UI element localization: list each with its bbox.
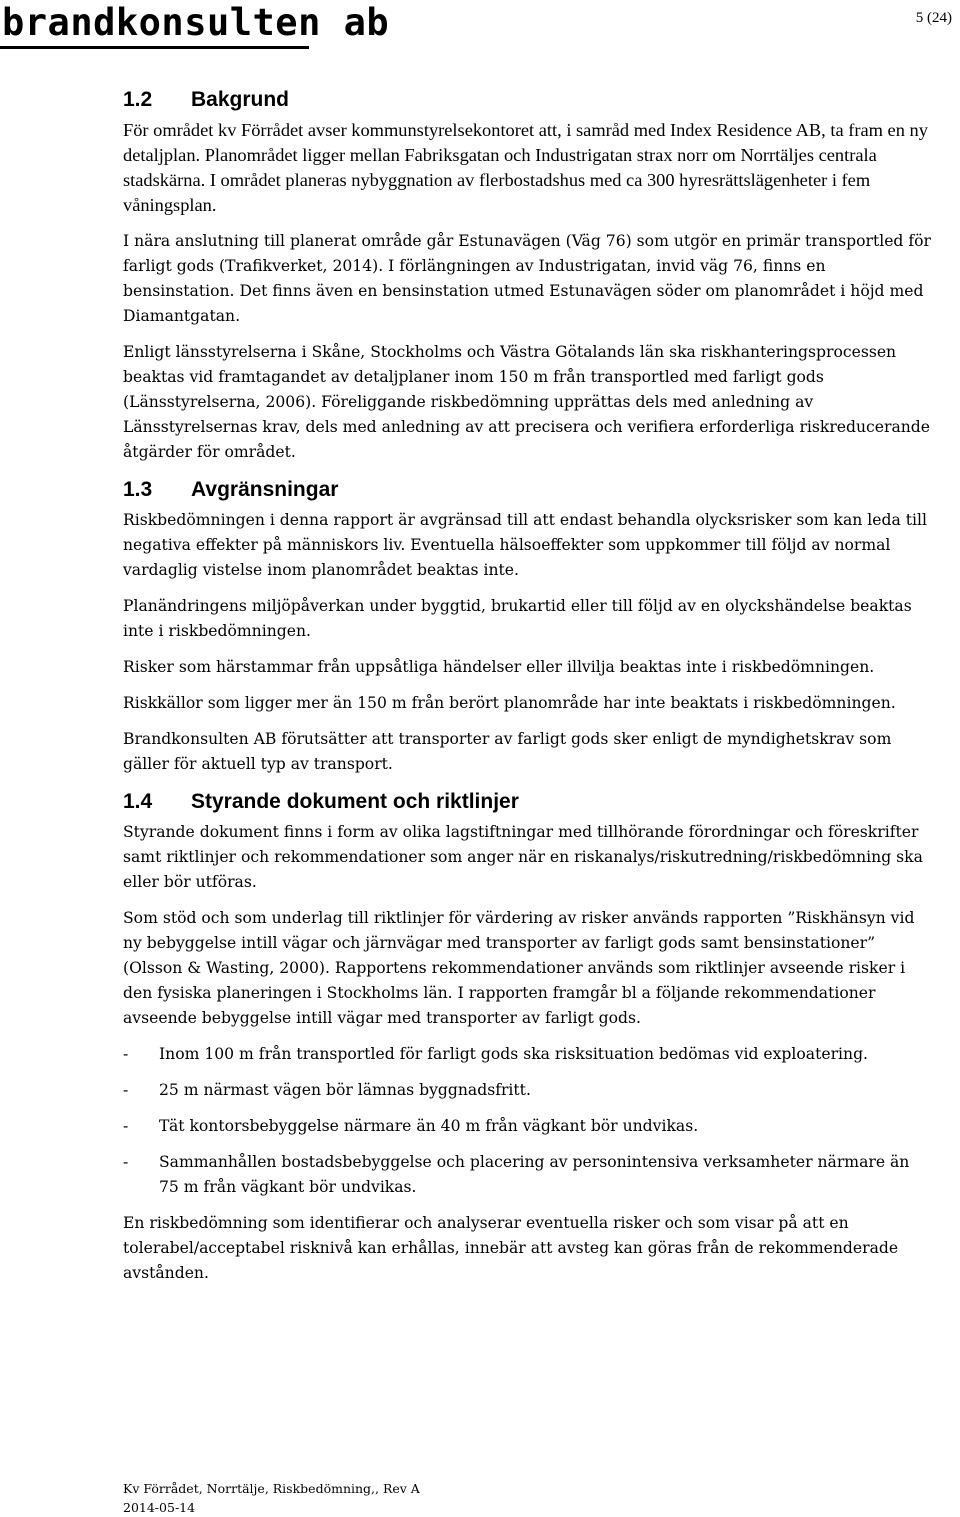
list-item: - 25 m närmast vägen bör lämnas byggnadsfritt.: [123, 1078, 933, 1103]
recommendation-list: [123, 1042, 933, 1200]
paragraph: I nära anslutning till planerat område går Estunavägen (Väg 76) som utgör en primär transportled för farligt gods (Trafikverket, 2014). I förlängningen av Industrigatan, invid väg 76, finns en bensinstation. Det finns även en bensinstation utmed Estunavägen söder om planområdet i höjd med Diamantgatan.: [123, 232, 931, 325]
paragraph: För området kv Förrådet avser kommunstyrelsekontoret att, i samråd med Index Residence AB, ta fram en ny detaljplan. Planområdet ligger mellan Fabriksgatan och Industrigatan strax norr om Norrtäljes centrala stadskärna. I området planeras nybyggnation av flerbostadshus med ca 300 hyresrättslägenheter i fem våningsplan.: [123, 120, 928, 215]
paragraph: Planändringens miljöpåverkan under byggtid, brukartid eller till följd av en olyckshändelse beaktas inte i riskbedömningen.: [123, 597, 912, 640]
list-item-text: 25 m närmast vägen bör lämnas byggnadsfritt.: [159, 1081, 531, 1099]
section-title: Styrande dokument och riktlinjer: [191, 790, 519, 813]
paragraph: Enligt länsstyrelserna i Skåne, Stockholms och Västra Götalands län ska riskhanteringsprocessen beaktas vid framtagandet av detaljplaner inom 150 m från transportled med farligt gods (Länsstyrelserna, 2006). Föreliggande riskbedömning upprättas dels med anledning av Länsstyrelsernas krav, dels med anledning av att precisera och verifiera erforderliga riskreducerande åtgärder för området.: [123, 343, 931, 461]
paragraph: Brandkonsulten AB förutsätter att transporter av farligt gods sker enligt de myndighetskrav som gäller för aktuell typ av transport.: [123, 730, 892, 773]
list-item: - Tät kontorsbebyggelse närmare än 40 m från vägkant bör undvikas.: [123, 1114, 933, 1139]
paragraph: Som stöd och som underlag till riktlinjer för värdering av risker används rapporten ”Riskhänsyn vid ny bebyggelse intill vägar och järnvägar med transporter av farligt gods samt bensinstationer” (Olsson & Wasting, 2000). Rapportens rekommendationer används som riktlinjer avseende risker i den fysiska planeringen i Stockholms län. I rapporten framgår bl a följande rekommendationer avseende bebyggelse intill vägar med transporter av farligt gods.: [123, 909, 915, 1027]
section-title: Bakgrund: [191, 88, 290, 111]
page-footer: [123, 1479, 420, 1517]
section-heading-styrande-dokument: [123, 788, 933, 816]
section-heading-avgransningar: [123, 476, 933, 504]
list-item: - Inom 100 m från transportled för farligt gods ska risksituation bedömas vid exploatering.: [123, 1042, 933, 1067]
header-rule: [0, 46, 309, 49]
paragraph: Risker som härstammar från uppsåtliga händelser eller illvilja beaktas inte i riskbedömningen.: [123, 658, 875, 676]
section-heading-bakgrund: [123, 86, 933, 114]
list-item-text: Tät kontorsbebyggelse närmare än 40 m från vägkant bör undvikas.: [159, 1117, 699, 1135]
paragraph: Styrande dokument finns i form av olika lagstiftningar med tillhörande förordningar och föreskrifter samt riktlinjer och rekommendationer som anger när en riskanalys/riskutredning/riskbedömning ska eller bör utföras.: [123, 823, 923, 891]
footer-date: 2014-05-14: [123, 1500, 196, 1515]
page-number: 5 (24): [915, 10, 952, 26]
section-title: Avgränsningar: [191, 478, 339, 501]
paragraph: Riskbedömningen i denna rapport är avgränsad till att endast behandla olycksrisker som kan leda till negativa effekter på människors liv. Eventuella hälsoeffekter som uppkommer till följd av normal vardaglig vistelse inom planområdet beaktas inte.: [123, 511, 927, 579]
section-number: 1.3: [123, 478, 153, 501]
list-item-text: Inom 100 m från transportled för farligt gods ska risksituation bedömas vid exploatering.: [159, 1045, 869, 1063]
brand-logo: brandkonsulten ab: [2, 1, 390, 44]
section-number: 1.4: [123, 790, 153, 813]
section-number: 1.2: [123, 88, 153, 111]
main-content: [123, 86, 933, 1297]
footer-document-title: Kv Förrådet, Norrtälje, Riskbedömning,, Rev A: [123, 1481, 420, 1496]
paragraph: Riskkällor som ligger mer än 150 m från berört planområde har inte beaktats i riskbedömningen.: [123, 694, 896, 712]
list-item: - Sammanhållen bostadsbebyggelse och placering av personintensiva verksamheter närmare än 75 m från vägkant bör undvikas.: [123, 1150, 933, 1200]
paragraph: En riskbedömning som identifierar och analyserar eventuella risker och som visar på att en tolerabel/acceptabel risknivå kan erhållas, innebär att avsteg kan göras från de rekommenderade avstånden.: [123, 1214, 899, 1282]
list-item-text: Sammanhållen bostadsbebyggelse och placering av personintensiva verksamheter närmare än 75 m från vägkant bör undvikas.: [159, 1153, 910, 1196]
